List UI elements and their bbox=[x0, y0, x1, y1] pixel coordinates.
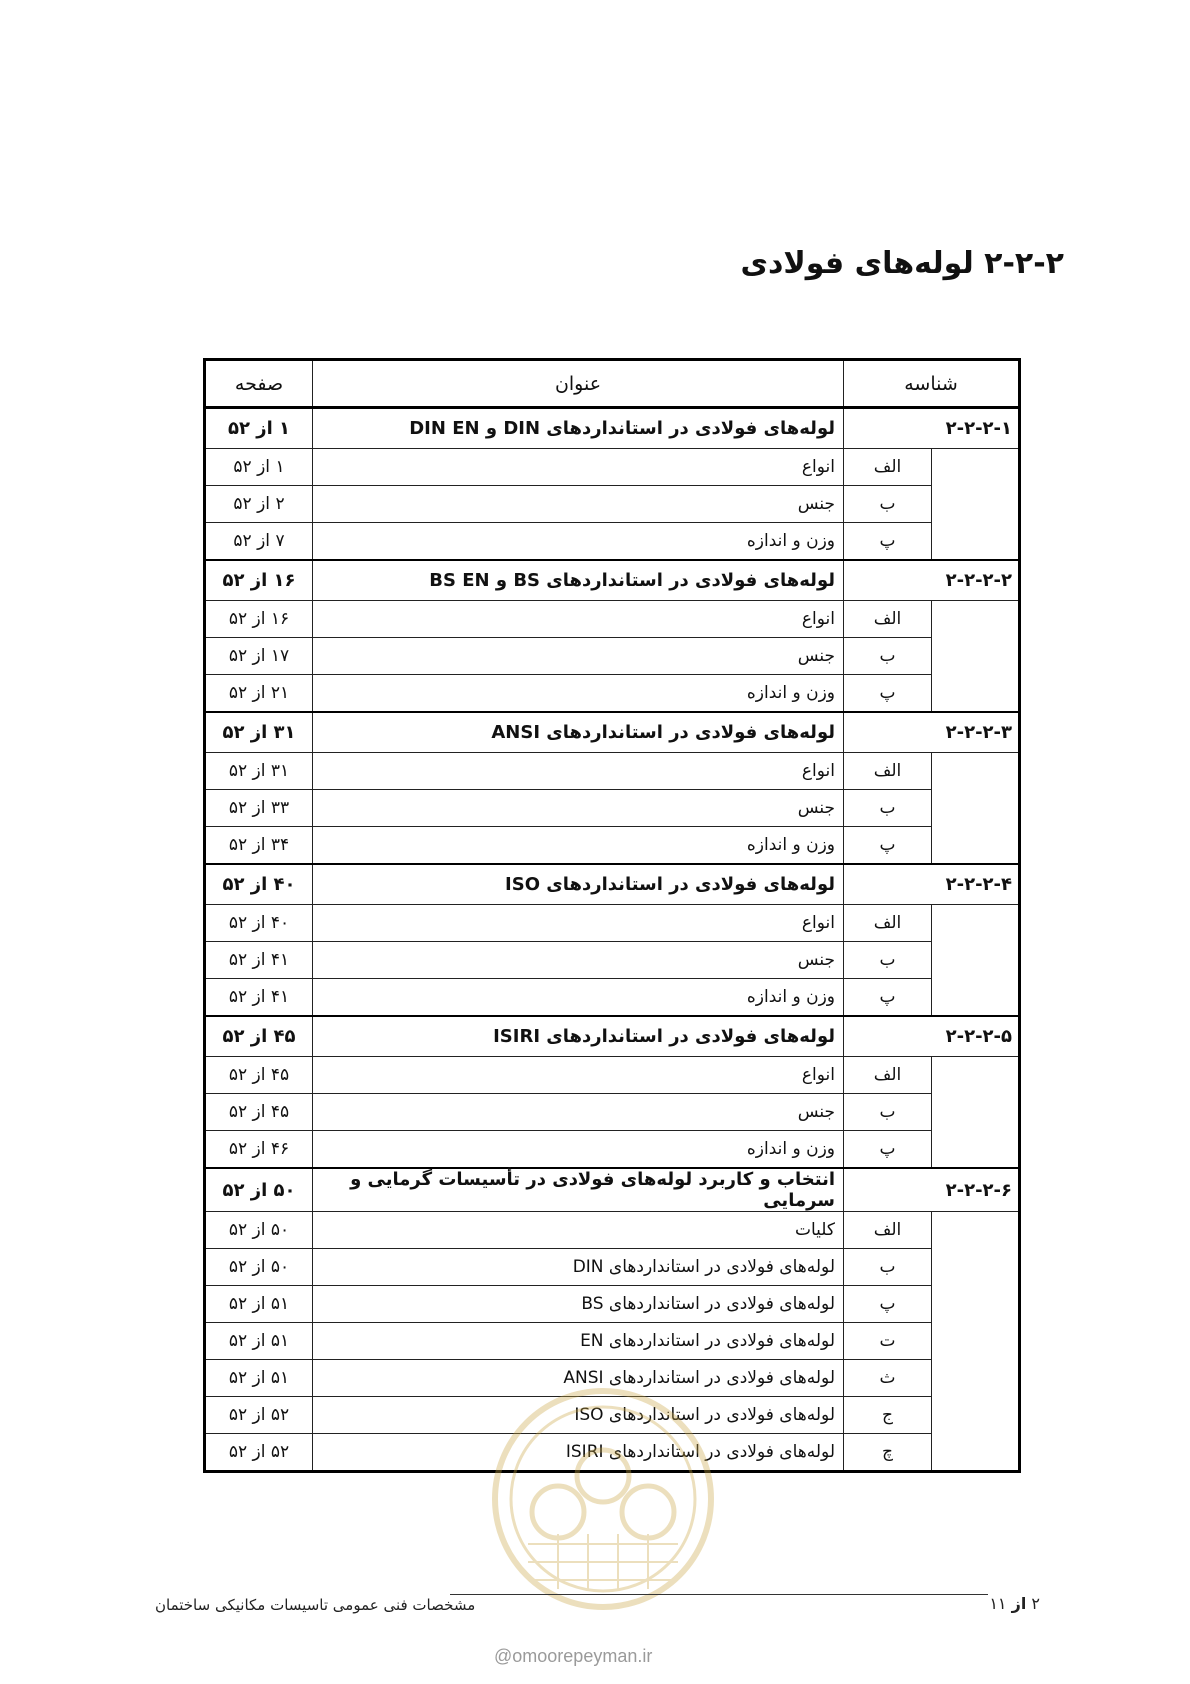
item-page: ۱ از ۵۲ bbox=[205, 449, 313, 486]
item-letter: الف bbox=[844, 905, 932, 942]
item-row bbox=[205, 523, 1020, 561]
item-page: ۲۱ از ۵۲ bbox=[205, 675, 313, 713]
footer-page-sep: از bbox=[1011, 1594, 1027, 1613]
item-page: ۵۰ از ۵۲ bbox=[205, 1249, 313, 1286]
item-row bbox=[205, 1057, 1020, 1094]
item-title: لوله‌های فولادی در استانداردهای EN bbox=[313, 1323, 844, 1360]
item-page: ۵۰ از ۵۲ bbox=[205, 1212, 313, 1249]
item-page: ۳۴ از ۵۲ bbox=[205, 827, 313, 865]
footer-page-total: ۱۱ bbox=[989, 1594, 1007, 1613]
id-spacer-cell bbox=[932, 1212, 1020, 1472]
item-page: ۱۷ از ۵۲ bbox=[205, 638, 313, 675]
section-row bbox=[205, 1168, 1020, 1212]
item-row bbox=[205, 1323, 1020, 1360]
id-spacer-cell bbox=[932, 753, 1020, 865]
item-letter: ب bbox=[844, 486, 932, 523]
section-title: لوله‌های فولادی در استانداردهای DIN و DIN EN bbox=[313, 408, 844, 449]
section-row bbox=[205, 1016, 1020, 1057]
item-row bbox=[205, 601, 1020, 638]
item-letter: ت bbox=[844, 1323, 932, 1360]
item-letter: پ bbox=[844, 1286, 932, 1323]
item-row bbox=[205, 486, 1020, 523]
item-row bbox=[205, 638, 1020, 675]
item-page: ۳۳ از ۵۲ bbox=[205, 790, 313, 827]
item-letter: ب bbox=[844, 638, 932, 675]
section-title: انتخاب و کاربرد لوله‌های فولادی در تأسیسات گرمایی و سرمایی bbox=[313, 1168, 844, 1212]
footer-doc-title: مشخصات فنی عمومی تاسیسات مکانیکی ساختمان bbox=[155, 1596, 476, 1614]
item-letter: پ bbox=[844, 1131, 932, 1169]
item-title: لوله‌های فولادی در استانداردهای DIN bbox=[313, 1249, 844, 1286]
header-id: شناسه bbox=[844, 360, 1020, 408]
item-page: ۴۵ از ۵۲ bbox=[205, 1057, 313, 1094]
item-letter: ب bbox=[844, 942, 932, 979]
item-row bbox=[205, 1212, 1020, 1249]
id-spacer-cell bbox=[932, 601, 1020, 713]
item-letter: پ bbox=[844, 827, 932, 865]
section-id: ۲-۲-۲-۵ bbox=[844, 1016, 1020, 1057]
item-title: وزن و اندازه bbox=[313, 1131, 844, 1169]
item-letter: الف bbox=[844, 753, 932, 790]
section-page: ۴۵ از ۵۲ bbox=[205, 1016, 313, 1057]
section-id: ۲-۲-۲-۲ bbox=[844, 560, 1020, 601]
section-id: ۲-۲-۲-۴ bbox=[844, 864, 1020, 905]
item-page: ۱۶ از ۵۲ bbox=[205, 601, 313, 638]
item-row bbox=[205, 905, 1020, 942]
item-page: ۴۱ از ۵۲ bbox=[205, 942, 313, 979]
section-title: لوله‌های فولادی در استانداردهای ANSI bbox=[313, 712, 844, 753]
item-title: لوله‌های فولادی در استانداردهای ISIRI bbox=[313, 1434, 844, 1472]
item-title: انواع bbox=[313, 1057, 844, 1094]
section-row bbox=[205, 560, 1020, 601]
item-row bbox=[205, 827, 1020, 865]
item-page: ۵۱ از ۵۲ bbox=[205, 1323, 313, 1360]
section-page: ۱۶ از ۵۲ bbox=[205, 560, 313, 601]
item-title: لوله‌های فولادی در استانداردهای BS bbox=[313, 1286, 844, 1323]
footer-page-current: ۲ bbox=[1031, 1594, 1040, 1613]
item-row bbox=[205, 942, 1020, 979]
item-row bbox=[205, 1131, 1020, 1169]
section-row bbox=[205, 712, 1020, 753]
item-title: لوله‌های فولادی در استانداردهای ISO bbox=[313, 1397, 844, 1434]
section-title: لوله‌های فولادی در استانداردهای ISO bbox=[313, 864, 844, 905]
item-page: ۴۶ از ۵۲ bbox=[205, 1131, 313, 1169]
item-title: جنس bbox=[313, 486, 844, 523]
item-row bbox=[205, 675, 1020, 713]
header-page: صفحه bbox=[205, 360, 313, 408]
item-row bbox=[205, 753, 1020, 790]
section-row bbox=[205, 864, 1020, 905]
section-title: لوله‌های فولادی در استانداردهای ISIRI bbox=[313, 1016, 844, 1057]
item-row bbox=[205, 449, 1020, 486]
item-page: ۲ از ۵۲ bbox=[205, 486, 313, 523]
section-page: ۳۱ از ۵۲ bbox=[205, 712, 313, 753]
toc-table bbox=[203, 358, 1021, 1473]
item-letter: الف bbox=[844, 1057, 932, 1094]
section-page: ۵۰ از ۵۲ bbox=[205, 1168, 313, 1212]
item-title: انواع bbox=[313, 753, 844, 790]
item-row bbox=[205, 1249, 1020, 1286]
item-title: وزن و اندازه bbox=[313, 979, 844, 1017]
item-title: وزن و اندازه bbox=[313, 523, 844, 561]
item-letter: پ bbox=[844, 979, 932, 1017]
item-letter: پ bbox=[844, 523, 932, 561]
item-letter: پ bbox=[844, 675, 932, 713]
id-spacer-cell bbox=[932, 449, 1020, 561]
item-page: ۷ از ۵۲ bbox=[205, 523, 313, 561]
item-letter: ب bbox=[844, 1249, 932, 1286]
item-page: ۴۰ از ۵۲ bbox=[205, 905, 313, 942]
item-page: ۵۱ از ۵۲ bbox=[205, 1286, 313, 1323]
footer-page-number bbox=[989, 1594, 1040, 1613]
item-title: وزن و اندازه bbox=[313, 675, 844, 713]
section-id: ۲-۲-۲-۶ bbox=[844, 1168, 1020, 1212]
toc-header-row bbox=[205, 360, 1020, 408]
item-letter: ب bbox=[844, 790, 932, 827]
item-letter: ث bbox=[844, 1360, 932, 1397]
item-letter: الف bbox=[844, 601, 932, 638]
item-letter: چ bbox=[844, 1434, 932, 1472]
item-title: جنس bbox=[313, 638, 844, 675]
footer-divider bbox=[450, 1594, 988, 1595]
item-page: ۴۵ از ۵۲ bbox=[205, 1094, 313, 1131]
item-title: جنس bbox=[313, 942, 844, 979]
id-spacer-cell bbox=[932, 1057, 1020, 1169]
item-row bbox=[205, 979, 1020, 1017]
item-letter: ب bbox=[844, 1094, 932, 1131]
item-title: کلیات bbox=[313, 1212, 844, 1249]
item-letter: الف bbox=[844, 1212, 932, 1249]
section-page: ۱ از ۵۲ bbox=[205, 408, 313, 449]
watermark-site: @omoorepeyman.ir bbox=[494, 1646, 653, 1666]
item-title: انواع bbox=[313, 601, 844, 638]
item-row bbox=[205, 1286, 1020, 1323]
item-page: ۵۱ از ۵۲ bbox=[205, 1360, 313, 1397]
item-row bbox=[205, 1094, 1020, 1131]
item-title: انواع bbox=[313, 449, 844, 486]
item-row bbox=[205, 790, 1020, 827]
item-page: ۳۱ از ۵۲ bbox=[205, 753, 313, 790]
watermark-seal-icon bbox=[488, 1384, 718, 1614]
item-page: ۴۱ از ۵۲ bbox=[205, 979, 313, 1017]
section-id: ۲-۲-۲-۱ bbox=[844, 408, 1020, 449]
section-title: لوله‌های فولادی در استانداردهای BS و BS EN bbox=[313, 560, 844, 601]
item-title: لوله‌های فولادی در استانداردهای ANSI bbox=[313, 1360, 844, 1397]
item-page: ۵۲ از ۵۲ bbox=[205, 1397, 313, 1434]
section-page: ۴۰ از ۵۲ bbox=[205, 864, 313, 905]
item-title: وزن و اندازه bbox=[313, 827, 844, 865]
toc-body bbox=[205, 408, 1020, 1472]
section-row bbox=[205, 408, 1020, 449]
item-letter: الف bbox=[844, 449, 932, 486]
item-title: جنس bbox=[313, 1094, 844, 1131]
section-heading: ۲-۲-۲ لوله‌های فولادی bbox=[740, 246, 1064, 281]
item-letter: ج bbox=[844, 1397, 932, 1434]
item-title: انواع bbox=[313, 905, 844, 942]
item-page: ۵۲ از ۵۲ bbox=[205, 1434, 313, 1472]
section-id: ۲-۲-۲-۳ bbox=[844, 712, 1020, 753]
item-title: جنس bbox=[313, 790, 844, 827]
header-title: عنوان bbox=[313, 360, 844, 408]
id-spacer-cell bbox=[932, 905, 1020, 1017]
